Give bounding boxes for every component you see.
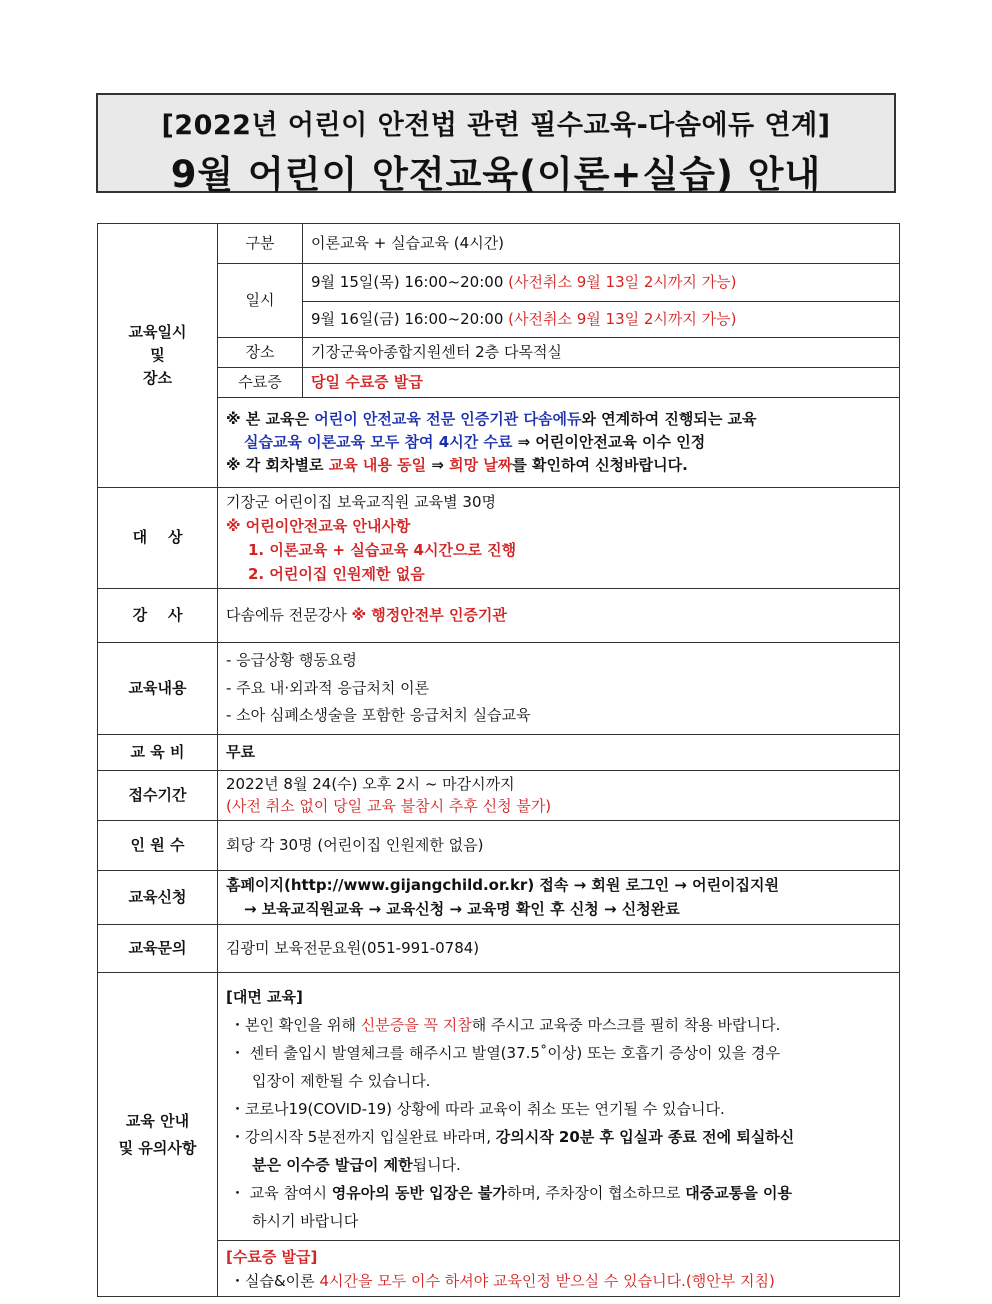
period-label: 접수기간 [98,771,218,821]
row-notice [98,973,900,1241]
row-content [98,643,900,735]
type-value: 이론교육 + 실습교육 (4시간) [303,224,900,264]
list-item: - 주요 내·외과적 응급처치 이론 [226,678,430,697]
row-place [98,338,900,368]
row-date-1 [98,264,900,302]
place-label: 장소 [218,338,303,368]
capacity-label: 인 원 수 [98,821,218,871]
cert-label: 수료증 [218,368,303,398]
place-value: 기장군육아종합지원센터 2층 다목적실 [303,338,900,368]
cert-value: 당일 수료증 발급 [303,368,900,398]
row-type [98,224,900,264]
instructor-label: 강 사 [98,589,218,643]
info-table [97,223,900,1297]
target-value: 기장군 어린이집 보육교직원 교육별 30명 ※ 어린이안전교육 안내사항 1. 이론교육 + 실습교육 4시간으로 진행 2. 어린이집 인원제한 없음 [218,488,900,589]
apply-value: 홈페이지(http://www.gijangchild.or.kr) 접속 → 회원 로그인 → 어린이집지원 → 보육교직원교육 → 교육신청 → 교육명 확인 후 신청 → 신청완료 [218,871,900,925]
apply-label: 교육신청 [98,871,218,925]
row-fee [98,735,900,771]
content-label: 교육내용 [98,643,218,735]
date-label: 일시 [218,264,303,338]
row-target [98,488,900,589]
row-capacity [98,821,900,871]
date-2: 9월 16일(금) 16:00~20:00 (사전취소 9월 13일 2시까지 가능) [303,302,900,338]
row-notes [98,398,900,488]
row-cert [98,368,900,398]
title-box [96,93,896,196]
fee-value: 무료 [218,735,900,771]
fee-label: 교 육 비 [98,735,218,771]
inquiry-value: 김광미 보육전문요원(051-991-0784) [218,925,900,973]
row-period [98,771,900,821]
type-label: 구분 [218,224,303,264]
title-line-2: 9월 어린이 안전교육(이론+실습) 안내 [170,153,822,196]
row-inquiry [98,925,900,973]
list-item: - 응급상황 행동요령 [226,650,357,669]
cert-notice-body: [수료증 발급] ・실습&이론 4시간을 모두 이수 하셔야 교육인정 받으실 수 있습니다.(행안부 지침) [218,1241,900,1297]
row-apply [98,871,900,925]
instructor-value: 다솜에듀 전문강사 ※ 행정안전부 인증기관 [218,589,900,643]
date-1: 9월 15일(목) 16:00~20:00 (사전취소 9월 13일 2시까지 가능) [303,264,900,302]
list-item: - 소아 심폐소생술을 포함한 응급처치 실습교육 [226,706,531,725]
inquiry-label: 교육문의 [98,925,218,973]
period-value: 2022년 8월 24(수) 오후 2시 ~ 마감시까지 (사전 취소 없이 당일 교육 불참시 추후 신청 불가) [218,771,900,821]
notice-body: [대면 교육] ・본인 확인을 위해 신분증을 꼭 지참해 주시고 교육중 마스크를 필히 착용 바랍니다. ・ 센터 출입시 발열체크를 해주시고 발열(37.5˚이상) 또는 호흡기 증상이 있을 경우 입장이 제한될 수 있습니다. ・코로나19(COVID-19) 상황에 따라 교육이 취소 또는 연기될 수 있습니다. ・강의시작 5분전까지 입실완료 바라며, 강의시작 20분 후 입실과 종료 전에 퇴실하신 분은 이수증 발급이 제한됩니다. ・ 교육 참여시 영유아의 동반 입장은 불가하며, 주차장이 협소하므로 대중교통을 이용 하시기 바랍니다 [218,973,900,1241]
schedule-notes: ※ 본 교육은 어린이 안전교육 전문 인증기관 다솜에듀와 연계하여 진행되는 교육 실습교육 이론교육 모두 참여 4시간 수료 ⇒ 어린이안전교육 이수 인정 ※ 각 회차별로 교육 내용 동일 ⇒ 희망 날짜를 확인하여 신청바랍니다. [218,398,900,488]
notice-label: 교육 안내 및 유의사항 [98,973,218,1297]
target-label: 대 상 [98,488,218,589]
capacity-value: 회당 각 30명 (어린이집 인원제한 없음) [218,821,900,871]
title-line-1: [2022년 어린이 안전법 관련 필수교육-다솜에듀 연계] [161,110,831,141]
row-cert-notice [98,1241,900,1297]
row-instructor [98,589,900,643]
content-value [218,643,900,735]
schedule-label: 교육일시 및 장소 [98,224,218,488]
